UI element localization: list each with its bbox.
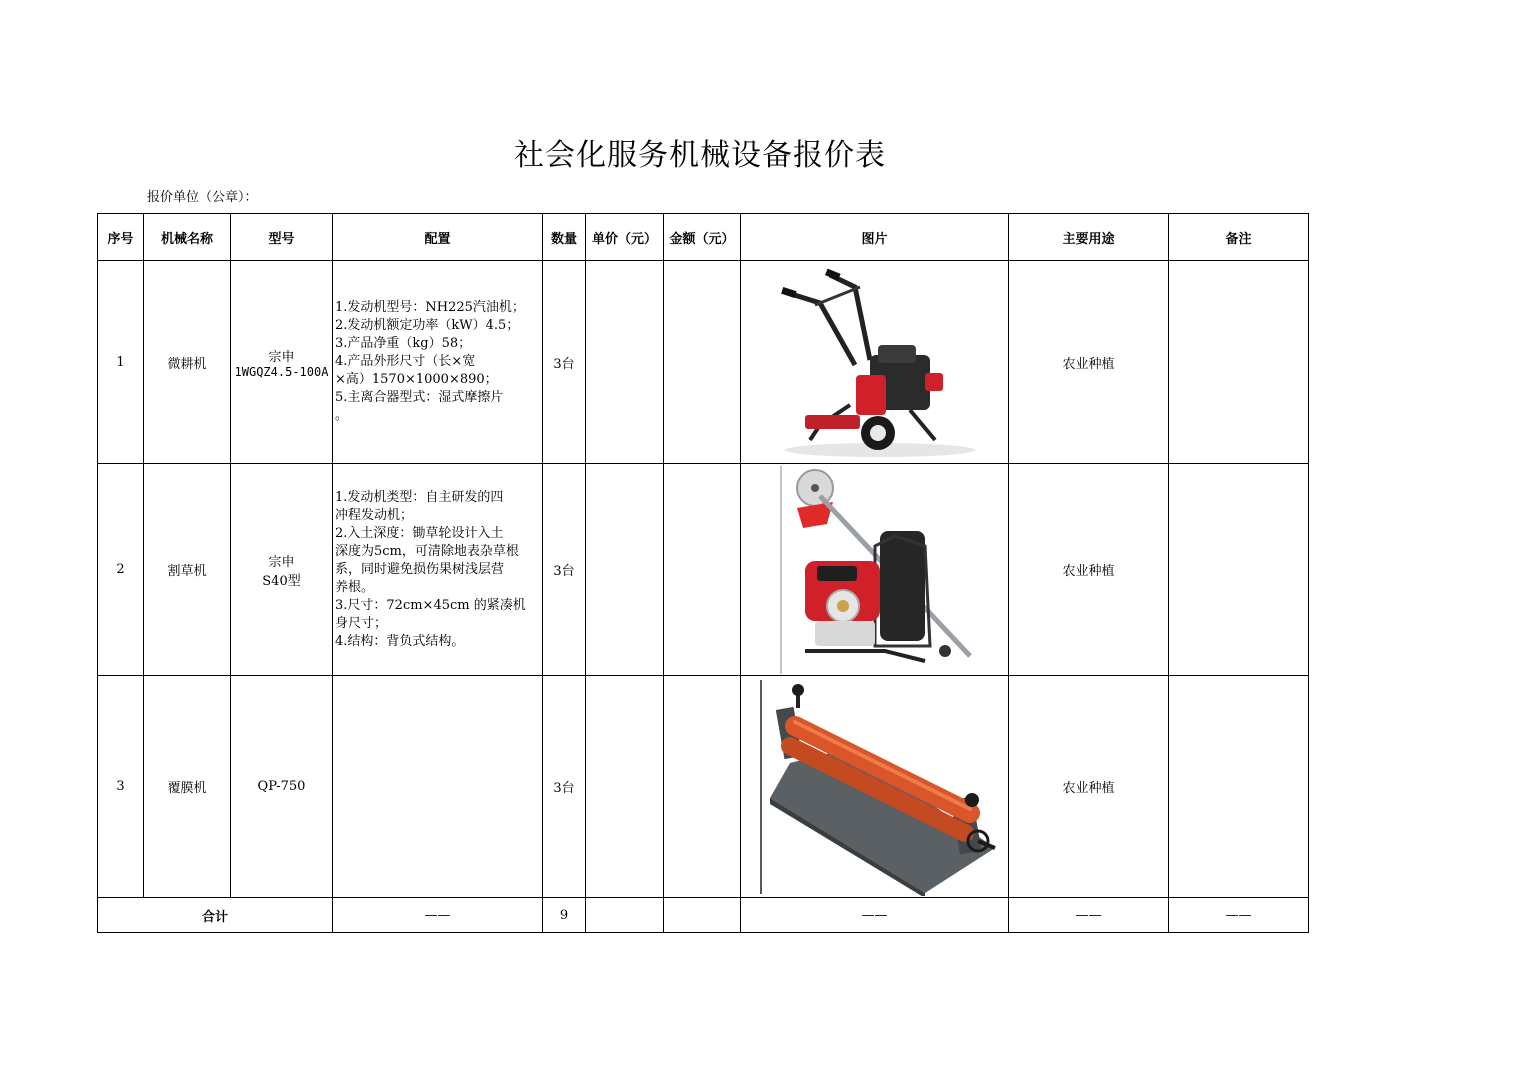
row-model — [231, 261, 333, 464]
row-amount — [664, 464, 741, 676]
table-row — [98, 464, 1309, 676]
config-line: 4.结构：背负式结构。 — [335, 633, 465, 649]
model-brand: 宗申 — [268, 554, 295, 570]
config-line: 3.产品净重（kg）58； — [335, 336, 472, 351]
laminator-image — [750, 678, 1000, 896]
header-usage: 主要用途 — [1009, 214, 1169, 261]
row-image-cell — [741, 261, 1009, 464]
row-unit-price — [586, 464, 664, 676]
total-qty: 9 — [543, 898, 586, 933]
header-row — [98, 214, 1309, 261]
brush-cutter-image — [775, 466, 975, 674]
config-line: 养根。 — [335, 579, 375, 595]
config-line: 冲程发动机； — [335, 507, 414, 523]
row-usage: 农业种植 — [1009, 261, 1169, 464]
header-name: 机械名称 — [144, 214, 231, 261]
row-config — [333, 261, 543, 464]
row-remark — [1169, 676, 1309, 898]
total-usage: —— — [1009, 898, 1169, 933]
row-remark — [1169, 261, 1309, 464]
header-qty: 数量 — [543, 214, 586, 261]
row-image-cell — [741, 464, 1009, 676]
config-line: ×高）1570×1000×890； — [335, 372, 498, 387]
config-line: 。 — [335, 408, 349, 423]
config-line: 2.入土深度：锄草轮设计入土 — [335, 525, 504, 541]
config-line: 5.主离合器型式：湿式摩擦片 — [335, 390, 504, 405]
row-seq: 2 — [98, 464, 144, 676]
row-remark — [1169, 464, 1309, 676]
config-line: 身尺寸； — [335, 615, 388, 631]
quoting-unit-label: 报价单位（公章）： — [147, 190, 258, 205]
header-unit-price: 单价（元） — [586, 214, 664, 261]
row-model — [231, 464, 333, 676]
row-unit-price — [586, 676, 664, 898]
config-line: 深度为5cm，可清除地表杂草根 — [335, 543, 519, 559]
header-model: 型号 — [231, 214, 333, 261]
row-config — [333, 464, 543, 676]
row-amount — [664, 676, 741, 898]
header-seq: 序号 — [98, 214, 144, 261]
header-amount: 金额（元） — [664, 214, 741, 261]
row-model — [231, 676, 333, 898]
header-config: 配置 — [333, 214, 543, 261]
header-image: 图片 — [741, 214, 1009, 261]
row-name: 割草机 — [144, 464, 231, 676]
config-line: 4.产品外形尺寸（长×宽 — [335, 354, 476, 369]
model-brand: 宗申 — [268, 349, 295, 365]
row-amount — [664, 261, 741, 464]
config-line: 系，同时避免损伤果树浅层营 — [335, 561, 505, 577]
total-image: —— — [741, 898, 1009, 933]
model-code: 1WGQZ4.5-100A — [234, 364, 329, 379]
row-qty: 3台 — [543, 464, 586, 676]
total-config: —— — [333, 898, 543, 933]
row-qty: 3台 — [543, 261, 586, 464]
model-code: S40型 — [262, 573, 301, 589]
row-qty: 3台 — [543, 676, 586, 898]
model-code: QP-750 — [257, 779, 306, 794]
total-remark: —— — [1169, 898, 1309, 933]
total-row — [98, 898, 1309, 933]
config-line: 1.发动机类型：自主研发的四 — [335, 489, 504, 505]
row-usage: 农业种植 — [1009, 676, 1169, 898]
config-line: 1.发动机型号：NH225汽油机； — [335, 300, 525, 315]
header-remark: 备注 — [1169, 214, 1309, 261]
quote-table — [97, 213, 1309, 933]
row-unit-price — [586, 261, 664, 464]
row-config — [333, 676, 543, 898]
row-seq: 3 — [98, 676, 144, 898]
total-label: 合计 — [98, 898, 333, 933]
row-name: 覆膜机 — [144, 676, 231, 898]
total-amount — [664, 898, 741, 933]
page-title: 社会化服务机械设备报价表 — [514, 138, 886, 173]
config-line: 3.尺寸：72cm×45cm 的紧凑机 — [335, 597, 526, 613]
table-row — [98, 676, 1309, 898]
row-usage: 农业种植 — [1009, 464, 1169, 676]
row-seq: 1 — [98, 261, 144, 464]
total-unit-price — [586, 898, 664, 933]
config-line: 2.发动机额定功率（kW）4.5； — [335, 318, 520, 333]
row-image-cell — [741, 676, 1009, 898]
table-row — [98, 261, 1309, 464]
row-name: 微耕机 — [144, 261, 231, 464]
tiller-image — [760, 265, 990, 460]
